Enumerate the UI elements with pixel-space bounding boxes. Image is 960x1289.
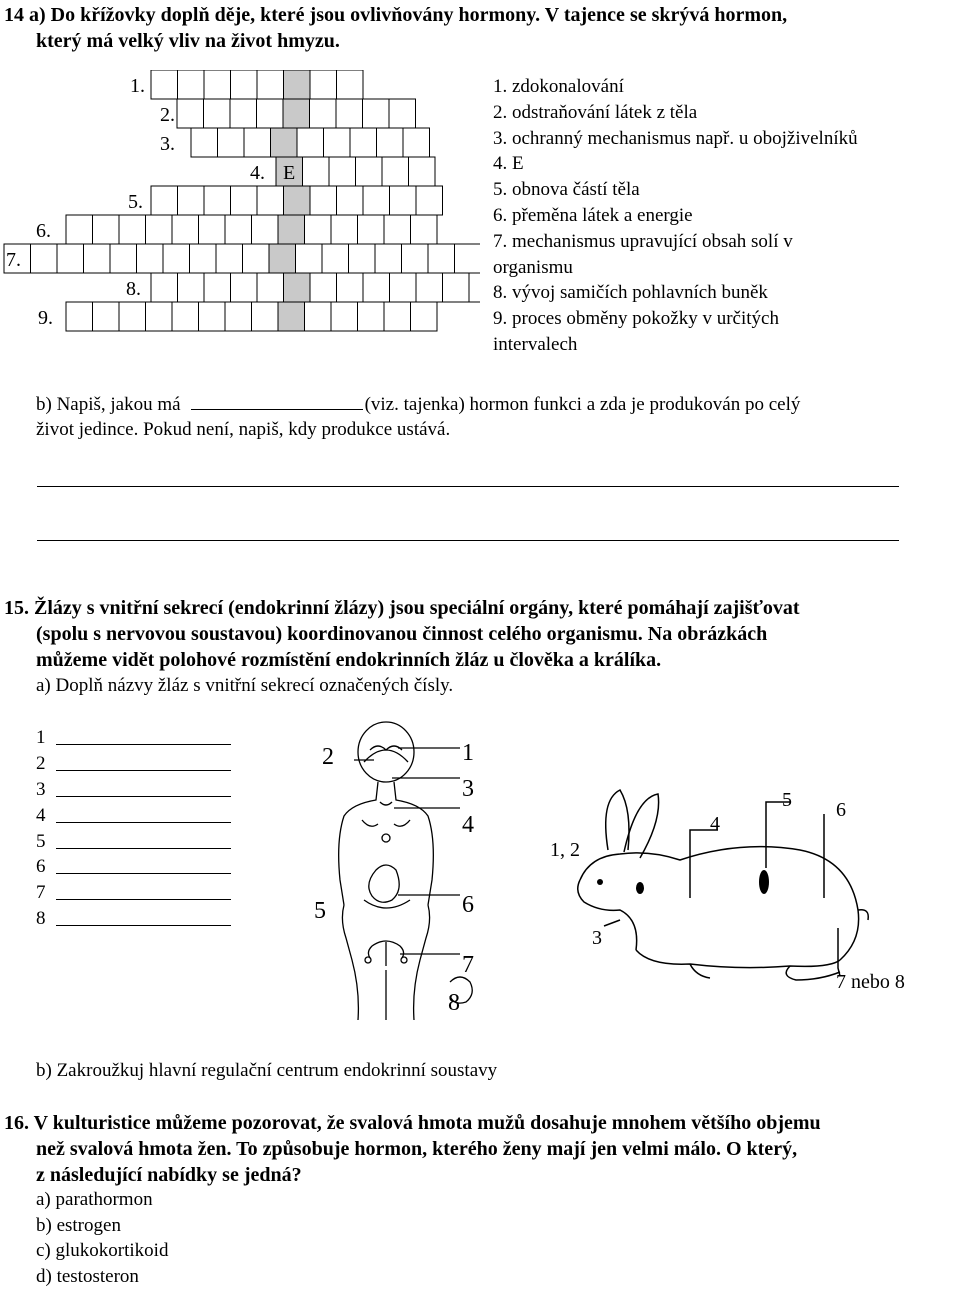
crossword-cell[interactable] <box>178 273 205 302</box>
answer-row-8 <box>36 906 46 932</box>
crossword-cell[interactable] <box>356 157 383 186</box>
crossword-cell[interactable] <box>204 273 231 302</box>
human-label-7: 7 <box>462 952 474 978</box>
crossword-cell[interactable] <box>358 302 385 331</box>
rabbit-label-5: 5 <box>782 789 792 811</box>
answer-number: 4 <box>36 805 46 826</box>
crossword-cell[interactable] <box>231 186 258 215</box>
crossword-cell[interactable] <box>151 273 178 302</box>
clue-6: 6. přeměna látek a energie <box>493 203 858 229</box>
crossword-cell[interactable] <box>375 244 402 273</box>
crossword-cell[interactable] <box>363 186 390 215</box>
crossword-row-number: 6. <box>36 220 51 242</box>
rabbit-leader-4 <box>690 830 718 898</box>
ovary-left <box>365 957 371 963</box>
thyroid-organ <box>380 802 392 805</box>
answer-number: 6 <box>36 856 46 877</box>
answer-number: 5 <box>36 831 46 852</box>
task14-answer-line-1[interactable] <box>37 486 899 487</box>
clue-9-cont: intervalech <box>493 332 858 358</box>
clue-7-cont: organismu <box>493 255 858 281</box>
task14-b-text1: b) Napiš, jakou má <box>36 394 181 415</box>
task14-b-text2: (viz. tajenka) hormon funkci a zda je produkován po celý <box>365 394 801 415</box>
clue-9: 9. proces obměny pokožky v určitých <box>493 306 858 332</box>
breast-left <box>362 820 378 826</box>
crossword-cell-tajenka[interactable] <box>278 215 305 244</box>
rabbit-leader-78 <box>838 928 840 976</box>
option-c[interactable]: c) glukokortikoid <box>36 1238 168 1264</box>
crossword-cell[interactable] <box>411 302 438 331</box>
crossword-cell[interactable] <box>303 157 330 186</box>
crossword-cell[interactable] <box>310 273 337 302</box>
answer-blank[interactable] <box>56 796 231 797</box>
task14-b-blank[interactable] <box>191 392 363 410</box>
answer-blank[interactable] <box>56 770 231 771</box>
clue-7: 7. mechanismus upravující obsah solí v <box>493 229 858 255</box>
crossword-cell-tajenka[interactable] <box>271 128 298 157</box>
crossword-cell[interactable] <box>244 128 271 157</box>
answer-row-1 <box>36 725 46 751</box>
uterus-organ <box>368 941 403 966</box>
crossword-cell[interactable] <box>310 70 337 99</box>
gland-answer-list <box>36 725 46 932</box>
crossword-cell[interactable] <box>119 215 146 244</box>
human-label-6: 6 <box>462 892 474 918</box>
crossword-row-number: 4. <box>250 162 265 184</box>
crossword-cell[interactable] <box>337 70 364 99</box>
task15-heading-line3: můžeme vidět polohové rozmístění endokrinních žláz u člověka a králíka. <box>36 647 661 673</box>
rabbit-endocrine-figure <box>540 780 950 1000</box>
crossword-cell[interactable] <box>349 244 376 273</box>
crossword-cell[interactable] <box>297 128 324 157</box>
rabbit-label-7-8: 7 nebo 8 <box>836 971 905 993</box>
answer-number: 1 <box>36 727 46 748</box>
rabbit-back-outline <box>580 847 859 960</box>
answer-blank[interactable] <box>56 822 231 823</box>
clue-8: 8. vývoj samičích pohlavních buněk <box>493 280 858 306</box>
clue-3: 3. ochranný mechanismus např. u obojživelníků <box>493 126 858 152</box>
answer-number: 2 <box>36 753 46 774</box>
human-label-1: 1 <box>462 740 474 766</box>
rabbit-label-4: 4 <box>710 813 720 835</box>
crossword-cell[interactable] <box>178 70 205 99</box>
crossword-cell[interactable] <box>225 215 252 244</box>
option-a[interactable]: a) parathormon <box>36 1187 168 1213</box>
clue-5: 5. obnova částí těla <box>493 177 858 203</box>
crossword-cell[interactable] <box>331 215 358 244</box>
human-label-8: 8 <box>448 990 460 1016</box>
answer-blank[interactable] <box>56 744 231 745</box>
human-label-3: 3 <box>462 776 474 802</box>
answer-blank[interactable] <box>56 873 231 874</box>
task14-answer-line-2[interactable] <box>37 540 899 541</box>
ovary-right <box>401 957 407 963</box>
crossword-cell[interactable] <box>178 186 205 215</box>
body-outline-left <box>339 782 378 905</box>
crossword-cell[interactable] <box>363 99 390 128</box>
task16-heading-line2: než svalová hmota žen. To způsobuje hormon, kterého ženy mají jen velmi málo. O který, <box>36 1136 797 1162</box>
crossword-cell[interactable] <box>199 215 226 244</box>
crossword-cell[interactable] <box>172 215 199 244</box>
crossword-cell[interactable] <box>324 128 351 157</box>
task14-heading-line1: 14 a) Do křížovky doplň děje, které jsou ovlivňovány hormony. V tajence se skrývá hormon, <box>4 2 787 28</box>
crossword-cell[interactable] <box>177 99 204 128</box>
crossword-cell[interactable] <box>243 244 270 273</box>
crossword-cell[interactable] <box>310 186 337 215</box>
task15-b-text: b) Zakroužkuj hlavní regulační centrum endokrinní soustavy <box>36 1058 497 1084</box>
task14-b-line1 <box>36 392 800 417</box>
crossword-cell[interactable] <box>416 273 443 302</box>
crossword-row-number: 7. <box>6 249 21 271</box>
task16-heading-line1: 16. V kulturistice můžeme pozorovat, že svalová hmota mužů dosahuje mnohem většího objemu <box>4 1110 821 1136</box>
crossword-cell[interactable] <box>329 157 356 186</box>
crossword-cell[interactable] <box>151 186 178 215</box>
task16-heading-line3: z následující nabídky se jedná? <box>36 1162 302 1188</box>
answer-row-6 <box>36 854 46 880</box>
crossword-cell[interactable] <box>331 302 358 331</box>
crossword-grid <box>0 70 480 360</box>
crossword-cell[interactable] <box>390 273 417 302</box>
crossword-cell[interactable] <box>411 215 438 244</box>
crossword-cell-tajenka[interactable] <box>283 99 310 128</box>
body-outline-right <box>394 782 433 905</box>
crossword-cell-tajenka[interactable] <box>269 244 296 273</box>
rabbit-belly-outline <box>636 950 840 968</box>
answer-row-2 <box>36 751 46 777</box>
crossword-cell[interactable] <box>257 70 284 99</box>
crossword-cell[interactable] <box>84 244 111 273</box>
option-b[interactable]: b) estrogen <box>36 1213 168 1239</box>
crossword-cell[interactable] <box>137 244 164 273</box>
rabbit-eye <box>597 879 603 885</box>
crossword-cell[interactable] <box>31 244 58 273</box>
crossword-cell[interactable] <box>322 244 349 273</box>
crossword-cell[interactable] <box>190 244 217 273</box>
crossword-cell[interactable] <box>110 244 137 273</box>
crossword-row-number: 5. <box>128 191 143 213</box>
crossword-cell[interactable] <box>252 215 279 244</box>
crossword-cell[interactable] <box>231 70 258 99</box>
crossword-cell[interactable] <box>402 244 429 273</box>
answer-number: 3 <box>36 779 46 800</box>
answer-row-5 <box>36 829 46 855</box>
rabbit-leader-3 <box>604 920 620 926</box>
crossword-cell[interactable] <box>199 302 226 331</box>
crossword-cell[interactable] <box>358 215 385 244</box>
crossword-cell[interactable] <box>455 244 481 273</box>
crossword-cell[interactable] <box>337 186 364 215</box>
crossword-cell[interactable] <box>151 70 178 99</box>
crossword-cell[interactable] <box>389 99 416 128</box>
crossword-cell[interactable] <box>225 302 252 331</box>
crossword-row-number: 9. <box>38 307 53 329</box>
crossword-cell[interactable] <box>443 273 470 302</box>
body-outline-lower-right <box>414 905 430 1020</box>
crossword-cell[interactable] <box>204 99 231 128</box>
crossword-cell[interactable] <box>172 302 199 331</box>
crossword-cell[interactable] <box>257 273 284 302</box>
rabbit-head-outline <box>578 880 637 950</box>
crossword-cell[interactable] <box>296 244 323 273</box>
human-endocrine-figure <box>300 720 520 1020</box>
crossword-clues <box>493 74 858 358</box>
rabbit-ear-back <box>606 790 629 850</box>
crossword-cell[interactable] <box>216 244 243 273</box>
crossword-cell[interactable] <box>252 302 279 331</box>
crossword-cell[interactable] <box>310 99 337 128</box>
crossword-cell[interactable] <box>377 128 404 157</box>
crossword-cell-tajenka[interactable] <box>284 186 311 215</box>
rabbit-hind-leg <box>786 966 840 980</box>
task15-a-text: a) Doplň názvy žláz s vnitřní sekrecí označených čísly. <box>36 673 453 699</box>
crossword-cell[interactable] <box>257 99 284 128</box>
crossword-given-letter: E <box>283 162 295 184</box>
answer-number: 8 <box>36 908 46 929</box>
task14-b-line2: život jedince. Pokud není, napiš, kdy produkce ustává. <box>36 418 450 442</box>
crossword-cell[interactable] <box>146 215 173 244</box>
human-head <box>358 722 414 782</box>
task15-heading-line2: (spolu s nervovou soustavou) koordinovanou činnost celého organismu. Na obrázkách <box>36 621 767 647</box>
crossword-cell[interactable] <box>218 128 245 157</box>
crossword-cell[interactable] <box>384 302 411 331</box>
crossword-cell[interactable] <box>191 128 218 157</box>
crossword-cell[interactable] <box>350 128 377 157</box>
rabbit-gland-head <box>636 882 644 894</box>
crossword-cell[interactable] <box>204 186 231 215</box>
task14-heading-line2: který má velký vliv na život hmyzu. <box>36 28 340 54</box>
clue-2: 2. odstraňování látek z těla <box>493 100 858 126</box>
crossword-cell[interactable] <box>384 215 411 244</box>
crossword-cell[interactable] <box>305 302 332 331</box>
human-label-4: 4 <box>462 812 474 838</box>
answer-row-7 <box>36 880 46 906</box>
crossword-row-number: 3. <box>160 133 175 155</box>
crossword-row-number: 1. <box>130 75 145 97</box>
human-label-5: 5 <box>314 898 326 924</box>
answer-blank[interactable] <box>56 925 231 926</box>
crossword-cell[interactable] <box>382 157 409 186</box>
crossword-cell[interactable] <box>428 244 455 273</box>
answer-row-3 <box>36 777 46 803</box>
answer-number: 7 <box>36 882 46 903</box>
thymus-organ <box>382 834 390 842</box>
crossword-cell[interactable] <box>57 244 84 273</box>
crossword-cell[interactable] <box>146 302 173 331</box>
crossword-cell[interactable] <box>66 302 93 331</box>
rabbit-leader-5 <box>766 802 790 868</box>
crossword-cell[interactable] <box>390 186 417 215</box>
rabbit-gland-5 <box>759 870 769 894</box>
task16-options <box>36 1187 168 1289</box>
crossword-cell[interactable] <box>119 302 146 331</box>
answer-blank[interactable] <box>56 899 231 900</box>
crossword-cell[interactable] <box>305 215 332 244</box>
crossword-cell[interactable] <box>363 273 390 302</box>
stomach-organ <box>369 865 399 902</box>
crossword-cell[interactable] <box>230 99 257 128</box>
answer-row-4 <box>36 803 46 829</box>
rabbit-label-1-2: 1, 2 <box>550 839 580 861</box>
rabbit-tail <box>858 910 868 920</box>
rabbit-label-6: 6 <box>836 799 846 821</box>
crossword-cell-tajenka[interactable] <box>284 273 311 302</box>
rabbit-label-3: 3 <box>592 927 602 949</box>
crossword-cell-tajenka[interactable] <box>284 70 311 99</box>
crossword-cell[interactable] <box>336 99 363 128</box>
crossword-cell[interactable] <box>231 273 258 302</box>
crossword-cell[interactable] <box>66 215 93 244</box>
body-outline-lower-left <box>342 905 358 1020</box>
crossword-cell[interactable] <box>93 302 120 331</box>
crossword-cell[interactable] <box>416 186 443 215</box>
crossword-cell[interactable] <box>337 273 364 302</box>
crossword-cell[interactable] <box>257 186 284 215</box>
human-label-2: 2 <box>322 744 334 770</box>
crossword-cell[interactable] <box>403 128 430 157</box>
clue-4: 4. E <box>493 151 858 177</box>
option-d[interactable]: d) testosteron <box>36 1264 168 1289</box>
answer-blank[interactable] <box>56 848 231 849</box>
crossword-cell[interactable] <box>93 215 120 244</box>
crossword-cell[interactable] <box>409 157 436 186</box>
crossword-cell-tajenka[interactable] <box>278 302 305 331</box>
crossword-row-number: 8. <box>126 278 141 300</box>
crossword-row-number: 2. <box>160 104 175 126</box>
breast-right <box>394 820 410 826</box>
brain-gyrus <box>370 746 402 750</box>
crossword-cell[interactable] <box>469 273 480 302</box>
task15-heading-line1: 15. Žlázy s vnitřní sekrecí (endokrinní žlázy) jsou speciální orgány, které pomáhají zajišťovat <box>4 595 800 621</box>
clue-1: 1. zdokonalování <box>493 74 858 100</box>
crossword-cell[interactable] <box>163 244 190 273</box>
crossword-cell[interactable] <box>204 70 231 99</box>
